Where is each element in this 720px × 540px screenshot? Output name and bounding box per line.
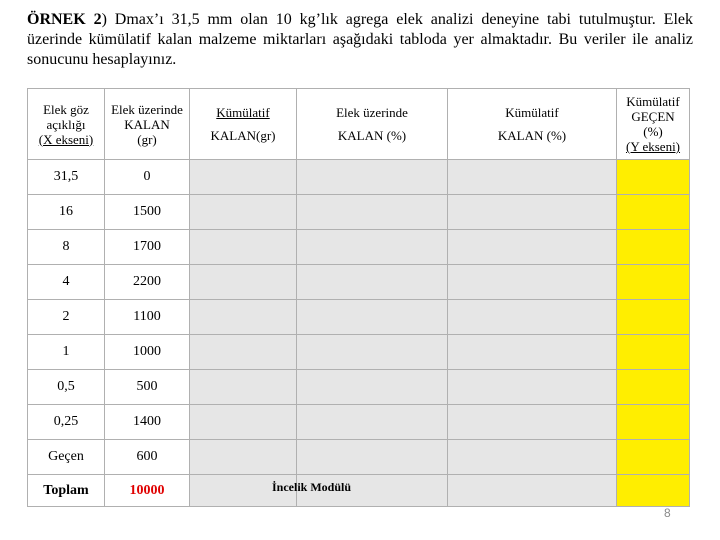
problem-statement — [27, 10, 693, 70]
cumulative-retained-percent-cell[interactable] — [448, 405, 617, 440]
cumulative-retained-gr-cell[interactable] — [190, 440, 297, 475]
cumulative-retained-gr-cell[interactable] — [190, 405, 297, 440]
table-row — [28, 230, 690, 265]
header-line: Elek üzerinde — [111, 101, 183, 117]
cumulative-retained-percent-cell[interactable] — [448, 475, 617, 507]
retained-cell: 1400 — [105, 405, 190, 440]
retained-cell: 1000 — [105, 335, 190, 370]
header-line: Elek üzerinde — [336, 105, 408, 120]
passing-percent-cell[interactable] — [617, 440, 690, 475]
header-line: Kümülatif — [216, 105, 270, 120]
fineness-modulus-label: İncelik Modülü — [272, 480, 352, 494]
retained-percent-cell[interactable] — [297, 195, 448, 230]
sieve-size-cell: 2 — [28, 300, 105, 335]
page-number: 8 — [664, 506, 671, 520]
passing-percent-cell[interactable] — [617, 195, 690, 230]
header-line: Kümülatif — [505, 105, 559, 120]
header-line: KALAN (%) — [337, 128, 407, 143]
header-retained-percent — [297, 89, 448, 160]
retained-percent-cell[interactable] — [297, 230, 448, 265]
table-row — [28, 265, 690, 300]
cumulative-retained-gr-cell[interactable] — [190, 300, 297, 335]
sieve-size-cell: 31,5 — [28, 160, 105, 195]
table-row — [28, 370, 690, 405]
header-cumulative-retained-gr — [190, 89, 297, 160]
retained-cell: 600 — [105, 440, 190, 475]
passing-percent-cell[interactable] — [617, 230, 690, 265]
table-row — [28, 440, 690, 475]
sieve-size-cell: 0,5 — [28, 370, 105, 405]
cumulative-retained-gr-cell[interactable] — [190, 265, 297, 300]
example-title: ÖRNEK 2 — [27, 11, 102, 28]
passing-percent-cell[interactable] — [617, 405, 690, 440]
passing-percent-cell[interactable] — [617, 265, 690, 300]
header-line: (X ekseni) — [38, 131, 94, 147]
retained-percent-cell[interactable] — [297, 370, 448, 405]
header-line: Elek göz — [43, 101, 89, 117]
table-header-row — [28, 89, 690, 160]
total-value: 10000 — [105, 475, 190, 507]
retained-percent-cell[interactable] — [297, 160, 448, 195]
table-row — [28, 195, 690, 230]
cumulative-retained-percent-cell[interactable] — [448, 440, 617, 475]
header-line: GEÇEN — [631, 109, 675, 124]
header-line: (gr) — [137, 131, 157, 147]
sieve-size-cell: Geçen — [28, 440, 105, 475]
cumulative-retained-percent-cell[interactable] — [448, 300, 617, 335]
table-row — [28, 300, 690, 335]
cumulative-retained-gr-cell[interactable] — [190, 335, 297, 370]
problem-text: ) Dmax’ı 31,5 mm olan 10 kg’lık agrega elek analizi deneyine tabi tutulmuştur. Elek üzerinde kümülatif kalan malzeme miktarları aşağıdaki tabloda yer almaktadır. Bu veriler ile analiz sonucunu hesaplayınız. — [27, 11, 693, 68]
sieve-size-cell: 4 — [28, 265, 105, 300]
header-line: KALAN(gr) — [210, 128, 276, 143]
table-row — [28, 405, 690, 440]
retained-percent-cell[interactable] — [297, 440, 448, 475]
retained-cell: 2200 — [105, 265, 190, 300]
cumulative-retained-percent-cell[interactable] — [448, 160, 617, 195]
passing-percent-cell[interactable] — [617, 475, 690, 507]
sieve-size-cell: 16 — [28, 195, 105, 230]
retained-cell: 1100 — [105, 300, 190, 335]
cumulative-retained-gr-cell[interactable] — [190, 230, 297, 265]
retained-percent-cell[interactable] — [297, 335, 448, 370]
cumulative-retained-percent-cell[interactable] — [448, 230, 617, 265]
cumulative-retained-gr-cell[interactable] — [190, 370, 297, 405]
cumulative-retained-percent-cell[interactable] — [448, 265, 617, 300]
passing-percent-cell[interactable] — [617, 335, 690, 370]
header-cumulative-retained-percent — [448, 89, 617, 160]
retained-percent-cell[interactable] — [297, 300, 448, 335]
cumulative-retained-gr-cell[interactable] — [190, 160, 297, 195]
retained-cell: 1700 — [105, 230, 190, 265]
header-line: Kümülatif — [626, 94, 680, 109]
header-line: KALAN — [124, 116, 170, 132]
table-row — [28, 160, 690, 195]
sieve-analysis-table — [27, 88, 690, 507]
passing-percent-cell[interactable] — [617, 300, 690, 335]
total-label: Toplam — [28, 475, 105, 507]
sieve-size-cell: 0,25 — [28, 405, 105, 440]
cumulative-retained-gr-cell[interactable] — [190, 195, 297, 230]
header-line: KALAN (%) — [497, 128, 567, 143]
retained-cell: 0 — [105, 160, 190, 195]
sieve-size-cell: 1 — [28, 335, 105, 370]
header-line: (%) — [643, 124, 663, 139]
header-cumulative-passing-percent — [617, 89, 690, 160]
passing-percent-cell[interactable] — [617, 370, 690, 405]
table-row — [28, 335, 690, 370]
retained-percent-cell[interactable] — [297, 265, 448, 300]
header-line: açıklığı — [46, 116, 86, 132]
header-line: (Y ekseni) — [625, 139, 681, 154]
cumulative-retained-percent-cell[interactable] — [448, 335, 617, 370]
total-row — [28, 475, 690, 507]
header-sieve-opening — [28, 89, 105, 160]
passing-percent-cell[interactable] — [617, 160, 690, 195]
sieve-size-cell: 8 — [28, 230, 105, 265]
retained-cell: 1500 — [105, 195, 190, 230]
cumulative-retained-percent-cell[interactable] — [448, 195, 617, 230]
cumulative-retained-percent-cell[interactable] — [448, 370, 617, 405]
retained-cell: 500 — [105, 370, 190, 405]
header-retained-gr — [105, 89, 190, 160]
retained-percent-cell[interactable] — [297, 405, 448, 440]
